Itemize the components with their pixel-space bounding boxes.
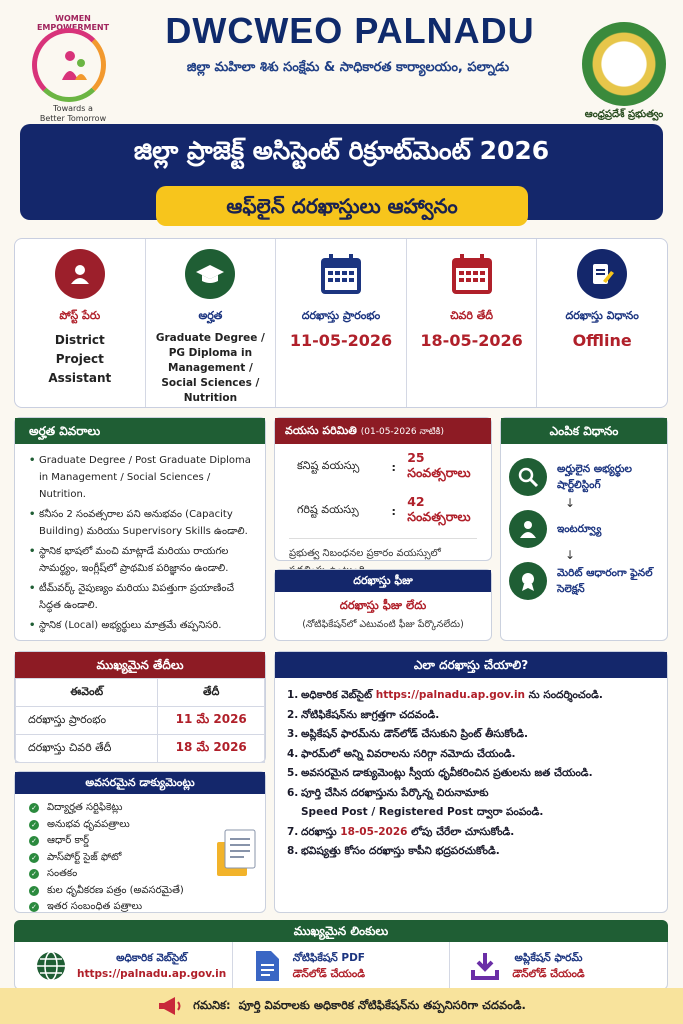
- list-item: • Graduate Degree / Post Graduate Diploma in Management / Social Sciences / Nutrition.: [29, 452, 257, 503]
- list-item: • కనీసం 2 సంవత్సరాల పని అనుభవం (Capacity Building) మరియు Supervisory Skills ఉండాలి.: [29, 506, 257, 540]
- application-form-link[interactable]: అప్లికేషన్ ఫారమ్ డౌన్‌లోడ్ చేయండి: [450, 942, 667, 990]
- card-label: దరఖాస్తు ప్రారంభం: [301, 309, 381, 322]
- website-link-card[interactable]: అధికారిక వెబ్‌సైట్ https://palnadu.ap.gov.in: [15, 942, 233, 990]
- calendar-icon: [447, 249, 497, 299]
- age-min-row: కనిష్ట వయస్సు : 25 సంవత్సరాలు: [297, 450, 471, 480]
- list-item: ✓ ఆధార్ కార్డ్: [29, 833, 265, 850]
- age-heading: వయసు పరిమితి (01-05-2026 నాటికి): [275, 418, 491, 444]
- merit-badge-icon: [509, 562, 547, 600]
- list-item: 1. అధికారిక వెబ్‌సైట్ https://palnadu.ap.gov.in ను సందర్శించండి.: [287, 689, 603, 701]
- website-link[interactable]: https://palnadu.ap.gov.in: [375, 689, 526, 701]
- col-date: తేదీ: [158, 679, 265, 707]
- key-info-cards: [14, 238, 668, 408]
- list-item: 7. దరఖాస్తు 18-05-2026 లోపు చేరేలా చూసుకోండి.: [287, 825, 515, 838]
- how-to-apply-panel: [274, 651, 668, 913]
- check-icon: ✓: [29, 902, 39, 912]
- table-row: దరఖాస్తు ప్రారంభం 11 మే 2026: [16, 707, 265, 735]
- offline-applications-pill: ఆఫ్‌లైన్ దరఖాస్తులు ఆహ్వానం: [156, 186, 528, 226]
- women-empowerment-logo: [18, 14, 128, 124]
- selection-step: మెరిట్ ఆధారంగా ఫైనల్ సెలెక్షన్: [501, 562, 667, 600]
- ap-govt-caption: ఆంధ్రప్రదేశ్ ప్రభుత్వం: [584, 109, 664, 120]
- footer-text: పూర్తి వివరాలకు అధికారిక నోటిఫికేషన్‌ను తప్పనిసరిగా చదవండి.: [238, 997, 526, 1012]
- how-heading: ఎలా దరఖాస్తు చేయాలి?: [275, 652, 667, 678]
- card-label: చివరి తేదీ: [450, 309, 494, 322]
- list-item: ✓ సంతకం: [29, 866, 265, 883]
- selection-step: అర్హులైన అభ్యర్థుల షార్ట్‌లిస్టింగ్: [501, 458, 667, 496]
- list-item: ✓ విద్యార్హత సర్టిఫికెట్లు: [29, 800, 265, 817]
- card-start-date: [276, 239, 407, 407]
- footer-label: గమనిక:: [193, 997, 231, 1012]
- list-item: 6. పూర్తి చేసిన దరఖాస్తును పేర్కొన్న చిరునామాకు Speed Post / Registered Post ద్వారా పంపండి.: [287, 786, 544, 818]
- documents-panel: [14, 771, 266, 913]
- documents-heading: అవసరమైన డాక్యుమెంట్లు: [15, 772, 265, 794]
- card-label: పోస్ట్ పేరు: [59, 309, 101, 322]
- list-item: 5. అవసరమైన డాక్యుమెంట్లు స్వీయ ధృవీకరించిన ప్రతులను జత చేయండి.: [287, 767, 593, 779]
- page-title: DWCWEO PALNADU: [165, 10, 535, 51]
- form-pen-icon: [577, 249, 627, 299]
- documents-folder-icon: [215, 828, 259, 878]
- list-item: ✓ అనుభవ ధృవపత్రాలు: [29, 817, 265, 834]
- mother-child-icon: [60, 48, 88, 82]
- graduation-cap-icon: [185, 249, 235, 299]
- down-arrow-icon: ↓: [565, 496, 576, 510]
- fee-note: (నోటిఫికేషన్‌లో ఎటువంటి ఫీజు పేర్కొనలేదు): [302, 619, 464, 630]
- document-icon: [253, 950, 281, 982]
- table-row: దరఖాస్తు చివరి తేదీ 18 మే 2026: [16, 735, 265, 763]
- page-subtitle: జిల్లా మహిలా శిశు సంక్షేమ & సాధికారత కార్యాలయం, పల్నాడు: [186, 60, 510, 75]
- notification-pdf-link[interactable]: నోటిఫికేషన్ PDF డౌన్‌లోడ్ చేయండి: [233, 942, 451, 990]
- logo-text: WOMEN EMPOWERMENT: [36, 14, 110, 32]
- person-icon: [55, 249, 105, 299]
- list-item: ✓ పాస్‌పోర్ట్ సైజ్ ఫోటో: [29, 850, 265, 867]
- links-heading: ముఖ్యమైన లింకులు: [14, 920, 668, 942]
- list-item: • స్థానిక (Local) అభ్యర్థులు మాత్రమే తప్పనిసరి.: [29, 617, 257, 634]
- age-relaxation-note: ప్రభుత్వ నిబంధనల ప్రకారం వయస్సులో: [289, 538, 477, 579]
- card-post-name: [15, 239, 146, 407]
- list-item: 3. అప్లికేషన్ ఫారమ్‌ను డౌన్‌లోడ్ చేసుకుని ప్రింట్ తీసుకోండి.: [287, 728, 529, 740]
- list-item: • టీమ్‌వర్క్ నైపుణ్యం మరియు విపత్తుగా ప్రయాణించే సిద్ధత ఉండాలి.: [29, 580, 257, 614]
- card-value: 18-05-2026: [420, 331, 523, 350]
- col-event: ఈవెంట్: [16, 679, 158, 707]
- card-last-date: [407, 239, 538, 407]
- card-value: Graduate Degree / PG Diploma in Management / Social Sciences / Nutrition: [155, 332, 265, 404]
- fee-panel: [274, 569, 492, 641]
- download-icon: [470, 951, 500, 981]
- age-max-row: గరిష్ట వయస్సు : 42 సంవత్సరాలు: [297, 494, 471, 524]
- card-label: అర్హత: [198, 309, 223, 322]
- search-people-icon: [509, 458, 547, 496]
- calendar-icon: [316, 249, 366, 299]
- card-value: Offline: [572, 331, 632, 350]
- list-item: ✓ ఇతర సంబంధిత పత్రాలు: [29, 899, 265, 916]
- check-icon: ✓: [29, 853, 39, 863]
- card-value: 11-05-2026: [289, 331, 393, 350]
- age-limit-panel: [274, 417, 492, 561]
- globe-icon: [35, 950, 67, 982]
- card-apply-mode: [537, 239, 667, 407]
- list-item: 8. భవిష్యత్తు కోసం దరఖాస్తు కాపీని భద్రపరచుకోండి.: [287, 845, 500, 857]
- selection-step: ఇంటర్వ్యూ: [501, 510, 667, 548]
- card-qualification: [146, 239, 277, 407]
- logo-tagline: Towards a Better Tomorrow: [39, 104, 107, 123]
- check-icon: ✓: [29, 886, 39, 896]
- list-item: 2. నోటిఫికేషన్‌ను జాగ్రత్తగా చదవండి.: [287, 708, 440, 721]
- footer-note: [0, 988, 683, 1024]
- dates-table: [15, 678, 265, 763]
- selection-heading: ఎంపిక విధానం: [501, 418, 667, 444]
- down-arrow-icon: ↓: [565, 548, 576, 562]
- important-dates-panel: [14, 651, 266, 763]
- check-icon: ✓: [29, 869, 39, 879]
- list-item: 4. ఫారమ్‌లో అన్ని వివరాలను సరిగ్గా నమోదు చేయండి.: [287, 747, 516, 760]
- card-value: District Project Assistant: [48, 333, 112, 385]
- check-icon: ✓: [29, 803, 39, 813]
- list-item: • స్థానిక భాషలో మంచి మాట్లాడే మరియు రాయగల సామర్థ్యం, ఇంగ్లీష్‌లో ప్రాథమిక పరిజ్ఞానం ఉండాలి.: [29, 543, 257, 577]
- selection-panel: [500, 417, 668, 641]
- interview-icon: [509, 510, 547, 548]
- check-icon: ✓: [29, 836, 39, 846]
- eligibility-heading: అర్హత వివరాలు: [15, 418, 265, 444]
- eligibility-panel: [14, 417, 266, 641]
- banner-title: జిల్లా ప్రాజెక్ట్ అసిస్టెంట్ రిక్రూట్‌మెంట్ 2026: [133, 136, 550, 165]
- dates-heading: ముఖ్యమైన తేదీలు: [15, 652, 265, 678]
- check-icon: ✓: [29, 820, 39, 830]
- card-label: దరఖాస్తు విధానం: [565, 309, 639, 322]
- fee-heading: దరఖాస్తు ఫీజు: [275, 570, 491, 592]
- fee-value: దరఖాస్తు ఫీజు లేదు: [339, 598, 427, 612]
- list-item: ✓ కుల ధృవీకరణ పత్రం (అవసరమైతే): [29, 883, 265, 900]
- megaphone-icon: [157, 995, 183, 1017]
- ap-govt-emblem-icon: [582, 22, 666, 106]
